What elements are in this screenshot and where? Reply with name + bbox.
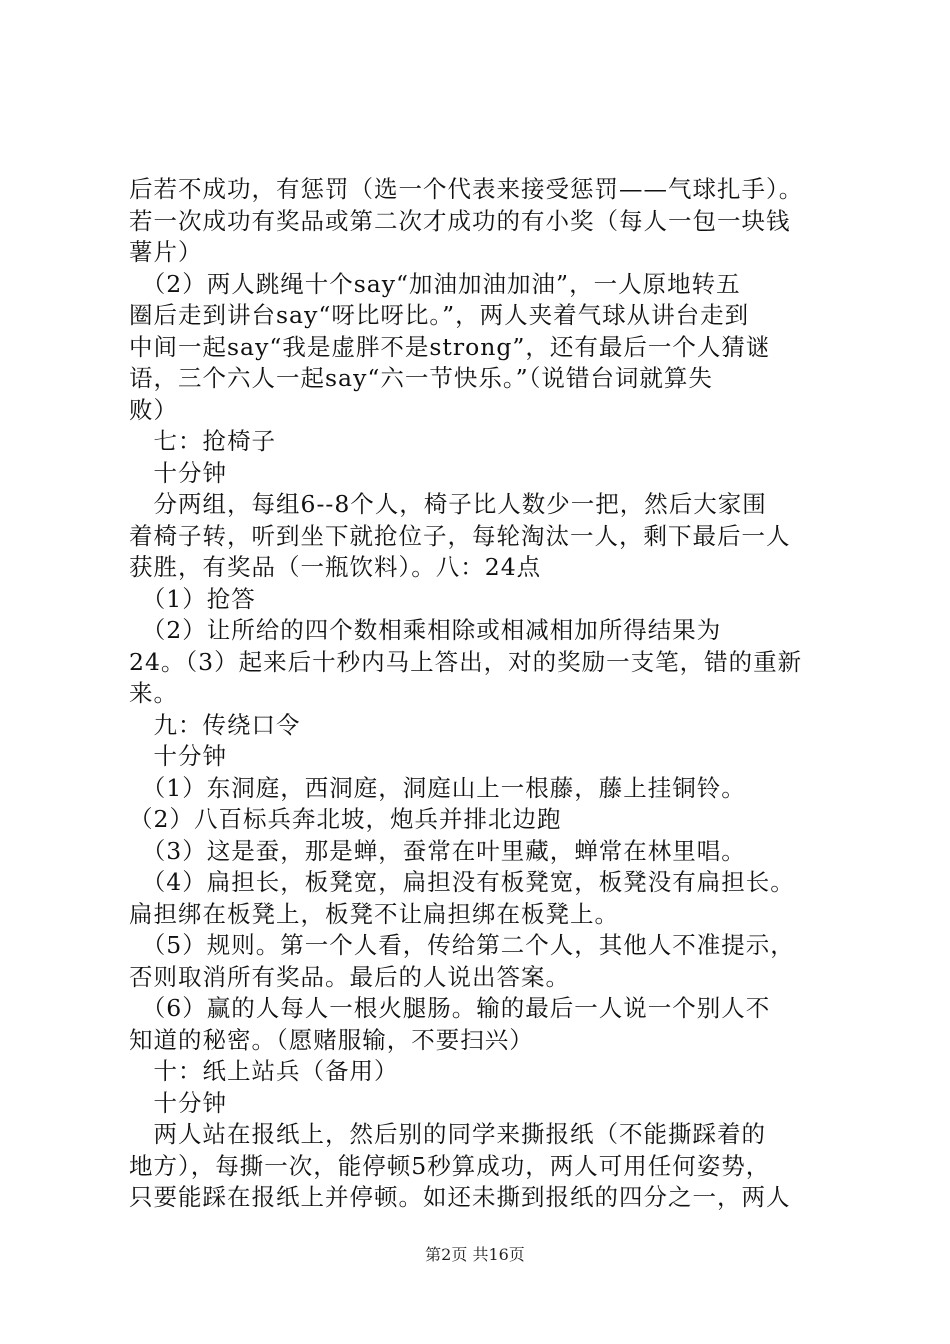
text-line: 圈后走到讲台say“呀比呀比。”，两人夹着气球从讲台走到 xyxy=(129,301,750,329)
text-line: （1）东洞庭，西洞庭，洞庭山上一根藤，藤上挂铜铃。 xyxy=(129,773,746,802)
text-line: （2）两人跳绳十个say“加油加油加油”，一人原地转五 xyxy=(129,269,741,298)
text-line: 若一次成功有奖品或第二次才成功的有小奖（每人一包一块钱 xyxy=(129,206,791,235)
text-line: （2）八百标兵奔北坡，炮兵并排北边跑 xyxy=(129,805,562,833)
text-line: 中间一起say“我是虚胖不是strong”，还有最后一个人猜谜 xyxy=(129,332,771,361)
document-body xyxy=(129,174,839,1214)
page-footer xyxy=(0,1242,950,1265)
text-line: 24。（3）起来后十秒内马上答出，对的奖励一支笔，错的重新 xyxy=(129,647,803,676)
page-number-label: 第2页 共16页 xyxy=(425,1245,525,1264)
text-line: 九：传绕口令 xyxy=(129,710,301,739)
text-line: 败） xyxy=(129,395,178,424)
text-line: 地方），每撕一次，能停顿5秒算成功，两人可用任何姿势， xyxy=(129,1151,771,1180)
text-line: 否则取消所有奖品。最后的人说出答案。 xyxy=(129,962,570,991)
text-line: 语，三个六人一起say“六一节快乐。”（说错台词就算失 xyxy=(129,364,713,392)
text-line: 获胜，有奖品（一瓶饮料）。八：24点 xyxy=(129,553,542,581)
text-line: （5）规则。第一个人看，传给第二个人，其他人不准提示， xyxy=(129,931,795,959)
text-line: 只要能踩在报纸上并停顿。如还未撕到报纸的四分之一，两人 xyxy=(129,1183,791,1211)
text-line: 十分钟 xyxy=(129,1088,227,1117)
text-line: （3）这是蚕，那是蝉，蚕常在叶里藏，蝉常在林里唱。 xyxy=(129,836,746,865)
text-line: 知道的秘密。（愿赌服输，不要扫兴） xyxy=(129,1025,534,1054)
text-line: （4）扁担长，板凳宽，扁担没有板凳宽，板凳没有扁担长。 xyxy=(129,868,795,896)
text-line: 两人站在报纸上，然后别的同学来撕报纸（不能撕踩着的 xyxy=(129,1120,766,1148)
text-line: 后若不成功，有惩罚（选一个代表来接受惩罚——气球扎手）。 xyxy=(129,175,804,203)
text-line: 着椅子转，听到坐下就抢位子，每轮淘汰一人，剩下最后一人 xyxy=(129,521,791,550)
text-line: 七：抢椅子 xyxy=(129,427,276,455)
text-line: 来。 xyxy=(129,679,178,707)
text-line: （1）抢答 xyxy=(129,584,256,613)
text-line: 十：纸上站兵（备用） xyxy=(129,1057,399,1085)
text-line: 分两组，每组6--8个人，椅子比人数少一把，然后大家围 xyxy=(129,490,767,518)
text-line: （2）让所给的四个数相乘相除或相减相加所得结果为 xyxy=(129,616,722,644)
text-line: 十分钟 xyxy=(129,458,227,487)
text-line: （6）赢的人每人一根火腿肠。输的最后一人说一个别人不 xyxy=(129,994,771,1022)
text-line: 十分钟 xyxy=(129,742,227,770)
text-line: 扁担绑在板凳上，板凳不让扁担绑在板凳上。 xyxy=(129,899,619,928)
text-line: 薯片） xyxy=(129,238,203,266)
